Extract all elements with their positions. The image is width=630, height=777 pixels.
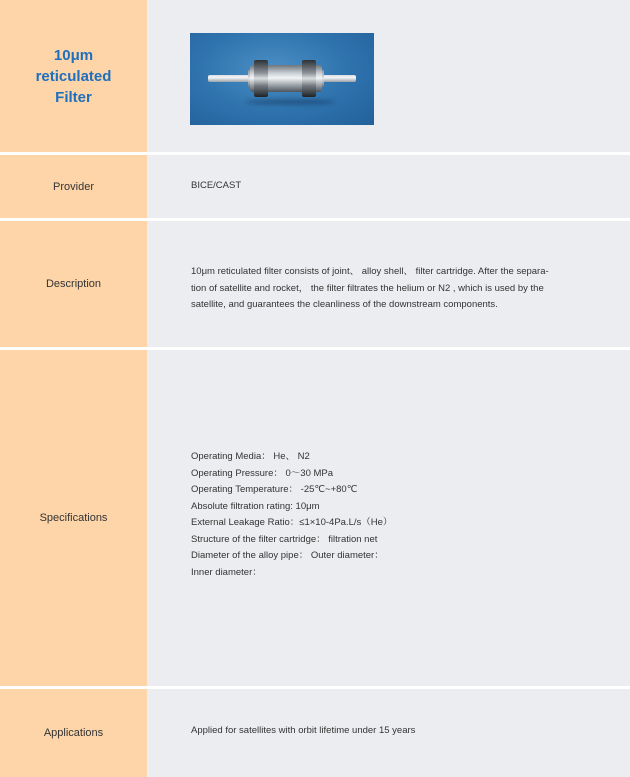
spec-line: External Leakage Ratio：≤1×10-4Pa.L/s（He） — [191, 517, 393, 528]
specifications-label-cell — [0, 350, 147, 686]
applications-value: Applied for satellites with orbit lifetime under 15 years — [191, 725, 416, 736]
applications-label-cell — [0, 689, 147, 777]
provider-row — [0, 155, 630, 218]
description-text — [191, 264, 549, 314]
spec-line: Diameter of the alloy pipe： Outer diameter： — [191, 550, 384, 561]
provider-value: BICE/CAST — [191, 180, 242, 191]
spec-line: Structure of the filter cartridge： filtration net — [191, 533, 378, 545]
applications-label: Applications — [43, 727, 104, 739]
photo-shadow — [245, 99, 335, 105]
spec-line: Operating Media： He、 N2 — [191, 451, 310, 462]
specifications-list — [191, 449, 392, 581]
provider-label-cell — [0, 155, 147, 218]
description-row — [0, 221, 630, 347]
specifications-row — [0, 350, 630, 686]
title-row — [0, 0, 630, 152]
applications-row — [0, 689, 630, 777]
applications-value-cell — [147, 689, 630, 777]
provider-label: Provider — [53, 180, 94, 193]
spec-line: Operating Pressure： 0～30 MPa — [191, 467, 334, 479]
title-cell — [0, 0, 147, 152]
specifications-value-cell — [147, 350, 630, 686]
description-label-cell — [0, 221, 147, 347]
product-title: 10μm reticulated Filter — [35, 46, 112, 106]
spec-line: Absolute filtration rating: 10μm — [191, 500, 320, 512]
description-line: satellite, and guarantees the cleanliness of the downstream components. — [191, 299, 498, 310]
description-value-cell — [147, 221, 630, 347]
description-line: 10μm reticulated filter consists of joint、 alloy shell、 filter cartridge. After the separa- — [191, 266, 549, 277]
specifications-label: Specifications — [39, 512, 108, 524]
spec-line: Inner diameter： — [191, 566, 262, 578]
filter-product-photo — [190, 33, 374, 125]
provider-value-cell — [147, 155, 630, 218]
description-line: tion of satellite and rocket， the filter filtrates the helium or N2 , which is used by the — [191, 282, 544, 294]
description-label: Description — [45, 278, 102, 290]
photo-cell — [147, 0, 630, 152]
right-nut — [302, 60, 316, 97]
spec-line: Operating Temperature： -25℃~+80℃ — [191, 484, 358, 495]
left-nut — [254, 60, 268, 97]
